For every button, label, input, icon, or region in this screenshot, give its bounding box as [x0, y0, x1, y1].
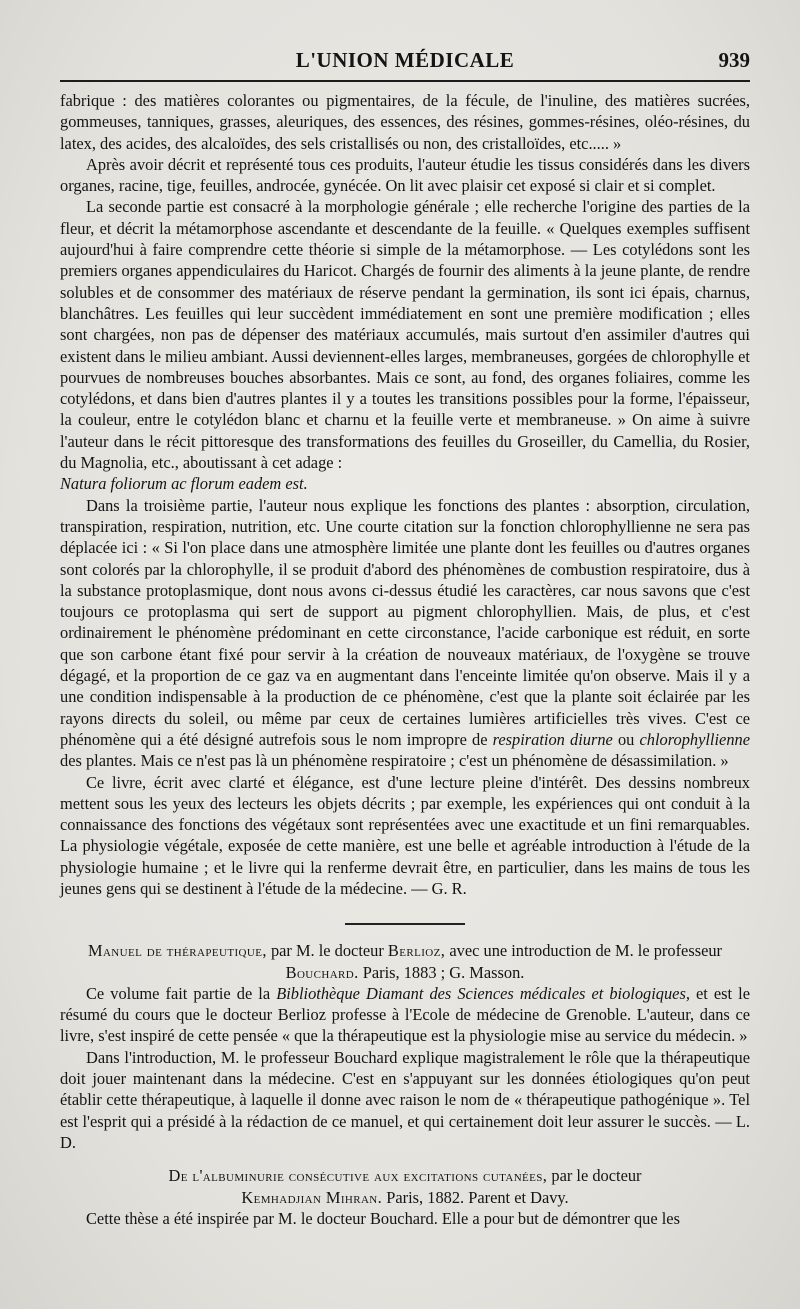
series-title: Bibliothèque Diamant des Sciences médicales et biologiques, — [276, 983, 690, 1003]
title-text: avec une introduction de M. le professeur — [449, 941, 723, 961]
title-text: Paris, 1882. Parent et Davy. — [386, 1187, 569, 1207]
review-title — [60, 1165, 750, 1208]
book-title: Manuel de thérapeutique, — [87, 941, 267, 961]
paragraph-text: Ce volume fait partie de la — [86, 983, 271, 1003]
paragraph — [60, 495, 750, 772]
paragraph: Ce livre, écrit avec clarté et élégance, est d'une lecture pleine d'intérêt. Des dessins nombreux mettent sous les yeux des lecteurs les objets décrits ; par exemple, les expériences qui ont conduit à la connaissance des fonctions des végétaux sont représentées avec une exactitude et un fini remarquables. La physiologie végétale, exposée de cette manière, est une belle et agréable introduction à l'étude de la physiologie humaine ; et le livre qui la renferme devrait être, en particulier, dans les mains de tous les jeunes gens qui se destinent à l'étude de la médecine. — G. R. — [60, 772, 750, 898]
page-header — [60, 44, 750, 78]
paragraph: Cette thèse a été inspirée par M. le docteur Bouchard. Elle a pour but de démontrer que les — [86, 1208, 680, 1228]
page-number: 939 — [718, 48, 750, 72]
paragraph — [60, 983, 750, 1047]
italic-term: respiration diurne — [492, 729, 613, 749]
paragraph: Dans l'introduction, M. le professeur Bouchard explique magistralement le rôle que la thérapeutique doit jouer maintenant dans la médecine. C'est en s'appuyant sur les données étiologiques qu'on peut établir cette thérapeutique, à laquelle il donne avec raison le nom de « thérapeutique pathogénique ». Tel est l'esprit qui a présidé à la rédaction de ce manuel, et qui certainement doit leur assurer le succès. — L. D. — [60, 1047, 750, 1152]
paragraph: fabrique : des matières colorantes ou pigmentaires, de la fécule, de l'inuline, des matières sucrées, gommeuses, tanniques, grasses, aleuriques, des essences, des résines, gommes-résines, oléo-résines, du latex, des acides, des alcaloïdes, des sels cristallisés ou non, des cristalloïdes, etc..... » — [60, 91, 750, 153]
paragraph-text: Dans la troisième partie, l'auteur nous explique les fonctions des plantes : absorption, circulation, transpiration, respiration, nutrition, etc. Une courte citation sur la fonction chlorophyllienne ne sera pas déplacée ici : « Si l'on place dans une atmosphère limitée une plante dont les feuilles ou d'autres organes sont colorés par la chlorophylle, il se produit d'abord des phénomènes de combustion respiratoire, dus à la substance protoplasmique, dont nous avons ci-dessus étudié les caractères, car nous savons que c'est toujours ce protoplasma qui sert de support au pigment chlorophyllien. Mais, de plus, et c'est ordinairement le phénomène prédominant en cette circonstance, l'acide carbonique est réduit, en sorte que son carbone étant fixé pour servir à la création de nouveaux matériaux, de l'oxygène se trouve dégagé, et la proportion de ce gaz va en augmentant dans l'enceinte limitée qu'on observe. Mais il y a une condition indispensable à la production de ce phénomène, c'est que la plante soit éclairée par les rayons directs du soleil, ou même par ceux de certaines lumières artificielles très vives. C'est ce phénomène qui a été désigné autrefois sous le nom impropre de — [60, 495, 750, 749]
review-title — [60, 940, 750, 983]
paragraph-text: ou — [617, 729, 635, 749]
author-name: Berlioz, — [387, 941, 446, 961]
italic-term: chlorophyllienne — [639, 729, 750, 749]
title-text: Paris, 1883 ; G. Masson. — [362, 962, 525, 982]
title-text: par M. le docteur — [270, 941, 384, 961]
paragraph-text: des plantes. Mais ce n'est pas là un phénomène respiratoire ; c'est un phénomène de désassimilation. » — [60, 751, 729, 771]
latin-motto: Natura foliorum ac florum eadem est. — [60, 474, 308, 494]
header-rule — [60, 80, 750, 82]
author-name: Bouchard. — [285, 962, 359, 982]
section-separator — [345, 923, 465, 925]
book-title: De l'albuminurie consécutive aux excitations cutanées, — [168, 1166, 548, 1186]
page-body — [60, 90, 750, 1229]
paragraph: Après avoir décrit et représenté tous ces produits, l'auteur étudie les tissus considérés dans les divers organes, racine, tige, feuilles, androcée, gynécée. On lit avec plaisir cet exposé si clair et si complet. — [60, 154, 750, 196]
author-name: Kemhadjian Mihran. — [241, 1187, 383, 1207]
title-text: par le docteur — [551, 1166, 642, 1186]
paragraph-text: et est le résumé du cours que le docteur Berlioz professe à l'Ecole de médecine de Grenoble. L'auteur, dans ce livre, s'est inspiré de cette pensée « que la thérapeutique est la physiologie mise au service du médecin. » — [60, 983, 750, 1046]
paragraph-text: La seconde partie est consacré à la morphologie générale ; elle recherche l'origine des parties de la fleur, et décrit la métamorphose ascendante et descendante de la feuille. « Quelques exemples suffisent aujourd'hui à faire comprendre cette théorie si simple de la métamorphose. — Les cotylédons sont les premiers organes appendiculaires du Haricot. Chargés de fournir des aliments à la jeune plante, de rendre solubles et de consommer des matériaux de réserve pendant la germination, ils sont ici épais, charnus, blanchâtres. Les feuilles qui leur succèdent immédiatement en sont une première modification ; elles sont chargées, non pas de dépenser des matériaux accumulés, mais surtout d'en assimiler d'autres qui existent dans le milieu ambiant. Aussi deviennent-elles larges, membraneuses, gorgées de chlorophylle et pourvues de nombreuses bouches absorbantes. Mais ce sont, au fond, des organes foliaires, comme les cotylédons, et dans bien d'autres plantes il y a toutes les transitions possibles pour la forme, l'épaisseur, la couleur, entre le cotylédon blanc et charnu et la feuille verte et membraneuse. » On aime à suivre l'auteur dans le récit pittoresque des transformations des feuilles du Groseiller, du Camellia, du Rosier, du Magnolia, etc., aboutissant à cet adage : — [60, 197, 750, 473]
running-head: L'UNION MÉDICALE — [295, 48, 515, 72]
paragraph — [60, 196, 750, 494]
